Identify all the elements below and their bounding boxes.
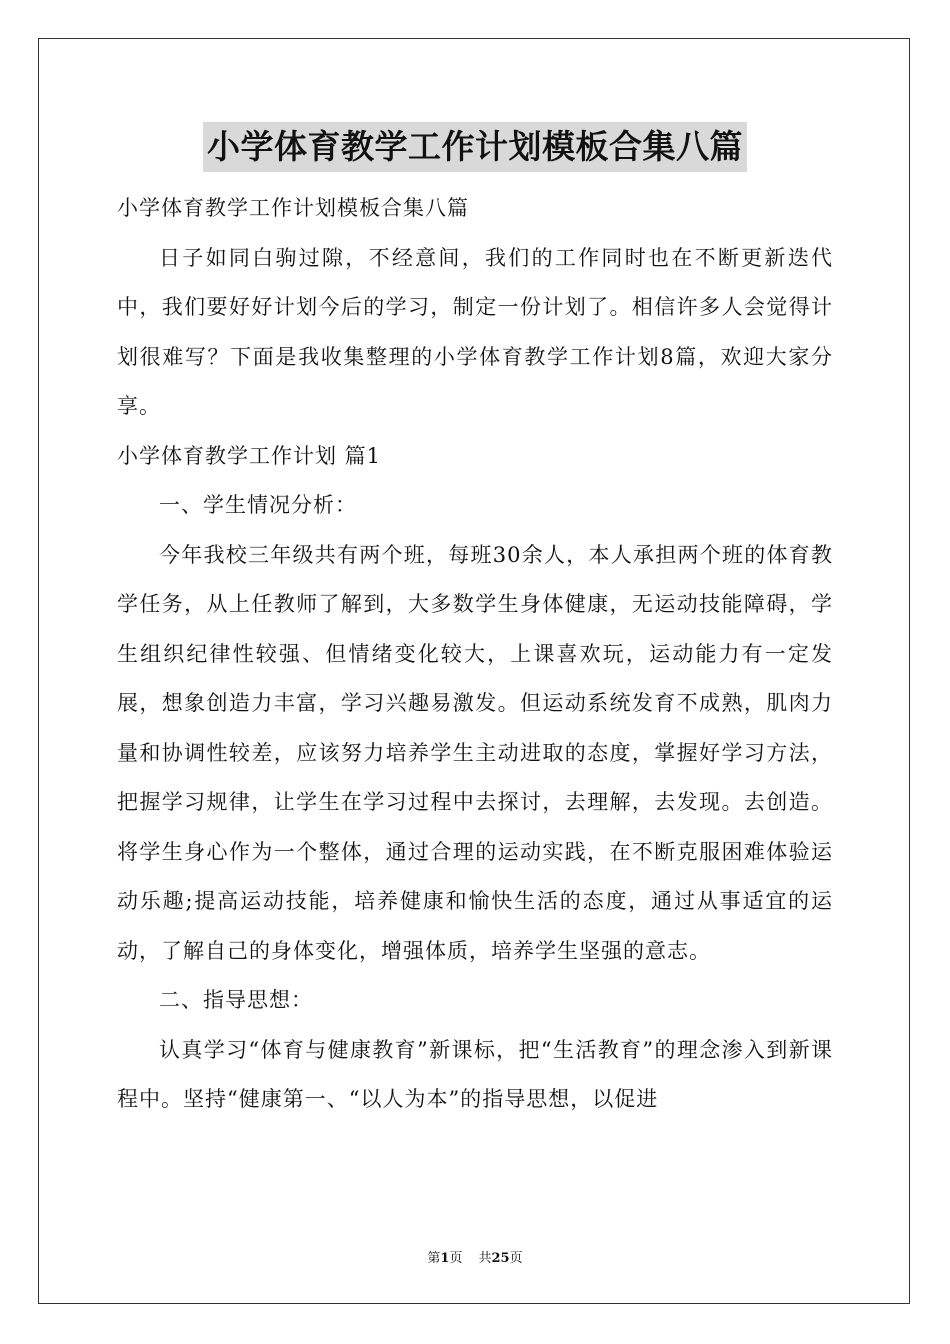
subsection-heading: 一、学生情况分析： xyxy=(159,493,357,517)
total-pages: 25 xyxy=(491,1251,510,1266)
title-container xyxy=(117,122,833,172)
paragraph: 认真学习“体育与健康教育”新课标，把“生活教育”的理念渗入到新课程中。坚持“健康第一、“以人为本”的指导思想，以促进 xyxy=(117,1037,833,1111)
page-prefix: 第 xyxy=(427,1251,441,1266)
paragraph: 今年我校三年级共有两个班，每班30余人，本人承担两个班的体育教学任务，从上任教师了解到，大多数学生身体健康，无运动技能障碍，学生组织纪律性较强、但情绪变化较大，上课喜欢玩，运动能力有一定发展，想象创造力丰富，学习兴趣易激发。但运动系统发育不成熟，肌肉力量和协调性较差，应该努力培养学生主动进取的态度，掌握好学习方法，把握学习规律，让学生在学习过程中去探讨，去理解，去发现。去创造。将学生身心作为一个整体，通过合理的运动实践，在不断克服困难体验运动乐趣;提高运动技能，培养健康和愉快生活的态度，通过从事适宜的运动，了解自己的身体变化，增强体质，培养学生坚强的意志。 xyxy=(117,542,833,963)
document-body xyxy=(117,122,833,1125)
paragraph: 小学体育教学工作计划模板合集八篇 xyxy=(117,196,469,220)
document-title: 小学体育教学工作计划模板合集八篇 xyxy=(203,122,747,172)
total-prefix: 共 xyxy=(478,1251,492,1266)
paragraph: 日子如同白驹过隙，不经意间，我们的工作同时也在不断更新迭代中，我们要好好计划今后的学习，制定一份计划了。相信许多人会觉得计划很难写？下面是我收集整理的小学体育教学工作计划8篇，欢迎大家分享。 xyxy=(117,245,833,418)
page-number: 1 xyxy=(440,1251,450,1266)
page-suffix: 页 xyxy=(449,1251,463,1266)
page-footer xyxy=(0,1247,950,1266)
total-suffix: 页 xyxy=(509,1251,523,1266)
section-heading: 小学体育教学工作计划 篇1 xyxy=(117,443,382,468)
subsection-heading: 二、指导思想： xyxy=(159,988,313,1012)
